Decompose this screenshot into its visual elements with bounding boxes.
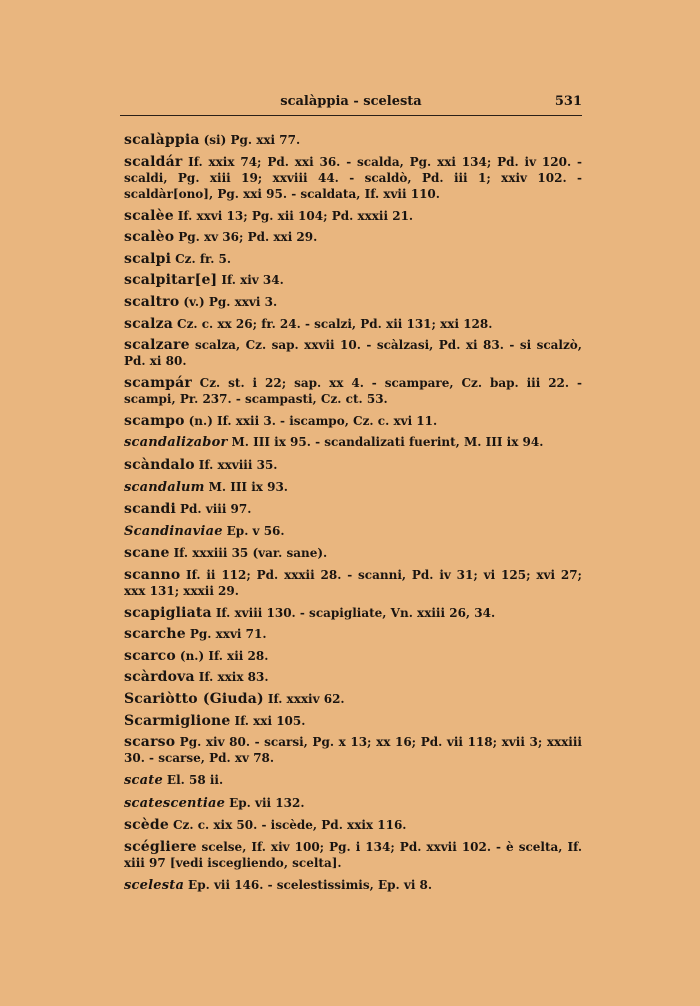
page-title: scalàppia - scelesta	[280, 94, 422, 109]
entry-headword: scalàppia	[124, 132, 200, 148]
entry	[120, 375, 582, 407]
entry	[120, 501, 582, 517]
entry-headword: scalèe	[124, 207, 174, 224]
entry-text: Pd. viii 97.	[179, 502, 252, 517]
entry-text: If. xxix 74; Pd. xxi 36. - scalda, Pg. xxi 134; Pd. iv 120. - scaldi, Pg. xiii 19; xxviii 44. - scaldò, Pd. iii 1; xxiv 102. - scaldàr[ono], Pg. xxi 95. - scaldata, If. xvii 110.	[124, 154, 582, 201]
entry	[120, 734, 582, 766]
entry	[120, 479, 582, 496]
entry-text: If. xxviii 35.	[198, 457, 278, 472]
entry-headword: scégliere	[124, 838, 197, 855]
entry-text: Pg. xiv 80. - scarsi, Pg. x 13; xx 16; Pd. vii 118; xvii 3; xxxiii 30. - scarse, Pd. xv 78.	[124, 735, 582, 766]
entry-headword: scandalum	[124, 479, 205, 495]
header-rule	[120, 115, 582, 116]
entry-headword: scarco	[124, 647, 176, 664]
entry-headword: scalza	[124, 315, 174, 332]
entry-headword: scampár	[124, 374, 192, 391]
entry-text: If. xxix 83.	[198, 670, 269, 685]
entry-headword: scalpi	[124, 250, 172, 267]
entry-headword: scalèo	[124, 229, 175, 246]
entry-headword: scaldár	[124, 153, 183, 170]
entry-text: Ep. vii 132.	[229, 795, 305, 810]
entry-headword: Scandinaviae	[124, 523, 223, 539]
entry-headword: scalpitar[e]	[124, 272, 218, 289]
entry	[120, 457, 582, 473]
entry-headword: scède	[124, 817, 170, 834]
entry	[120, 691, 582, 707]
entry	[120, 567, 582, 599]
entry-text: (n.) If. xii 28.	[179, 648, 269, 663]
entry-text: If. xxxiii 35 (var. sane).	[173, 546, 328, 561]
entry	[120, 154, 582, 203]
entry	[120, 817, 582, 833]
entry	[120, 669, 582, 685]
entry-headword: scàrdova	[124, 669, 195, 686]
entry-text: Cz. st. i 22; sap. xx 4. - scampare, Cz. bap. iii 22. - scampi, Pr. 237. - scampasti, Cz. ct. 53.	[124, 375, 582, 407]
entry-text: Ep. vii 146. - scelestissimis, Ep. vi 8.	[188, 877, 433, 892]
entry-text: M. III ix 95. - scandalizati fuerint, M. III ix 94.	[231, 435, 544, 450]
entry-headword: scandi	[124, 501, 176, 518]
entry-headword: scarche	[124, 626, 186, 643]
entry-headword: scàndalo	[124, 456, 195, 473]
entry-headword: scandalizabor	[124, 435, 228, 451]
entry	[120, 132, 582, 148]
entry-headword: Scariòtto (Giuda)	[124, 691, 264, 708]
entry-text: (si) Pg. xxi 77.	[203, 133, 301, 147]
entry-headword: scate	[124, 773, 163, 789]
entry	[120, 294, 582, 310]
entry-text: If. xxvi 13; Pg. xii 104; Pd. xxxii 21.	[177, 208, 414, 223]
entry-headword: scatescentiae	[124, 795, 226, 811]
entry-headword: scapigliata	[124, 604, 212, 621]
entry-headword: scane	[124, 545, 170, 562]
entry	[120, 877, 582, 894]
entry-text: If. xiv 34.	[221, 273, 284, 288]
entry-headword: scarso	[124, 734, 176, 751]
entry-text: El. 58 ii.	[166, 773, 224, 788]
entry-text: Cz. fr. 5.	[175, 251, 232, 266]
running-header	[120, 94, 582, 112]
entry	[120, 272, 582, 288]
entry	[120, 772, 582, 789]
entry	[120, 251, 582, 267]
entry	[120, 713, 582, 729]
entry-text: If. xxi 105.	[234, 713, 306, 728]
entry	[120, 208, 582, 224]
entry-text: (n.) If. xxii 3. - iscampo, Cz. c. xvi 11.	[188, 413, 438, 428]
entry	[120, 337, 582, 369]
entry	[120, 795, 582, 812]
entry	[120, 229, 582, 245]
entry	[120, 316, 582, 332]
entry	[120, 434, 582, 451]
entry-headword: Scarmiglione	[124, 712, 231, 729]
entry-headword: scaltro	[124, 293, 180, 310]
entry	[120, 648, 582, 664]
entry-text: If. ii 112; Pd. xxxii 28. - scanni, Pd. iv 31; vi 125; xvi 27; xxx 131; xxxii 29.	[124, 567, 582, 599]
entry	[120, 413, 582, 429]
entry-text: If. xviii 130. - scapigliate, Vn. xxiii 26, 34.	[215, 605, 496, 620]
entry-text: (v.) Pg. xxvi 3.	[183, 294, 278, 309]
entry-text: Cz. c. xx 26; fr. 24. - scalzi, Pd. xii 131; xxi 128.	[177, 316, 493, 331]
entry-text: scalza, Cz. sap. xxvii 10. - scàlzasi, Pd. xi 83. - si scalzò, Pd. xi 80.	[124, 338, 582, 369]
entry	[120, 545, 582, 561]
entry-text: Pg. xxvi 71.	[189, 627, 267, 642]
entry	[120, 523, 582, 540]
entry-text: Pg. xv 36; Pd. xxi 29.	[178, 230, 318, 245]
page-number: 531	[554, 94, 582, 109]
entry-headword: scampo	[124, 412, 185, 429]
entry	[120, 839, 582, 871]
entry-text: If. xxxiv 62.	[267, 692, 345, 707]
entry-text: scelse, If. xiv 100; Pg. i 134; Pd. xxvii 102. - è scelta, If. xiii 97 [vedi iscegliendo, scelta].	[124, 839, 582, 871]
entries-list	[120, 132, 582, 899]
entry	[120, 626, 582, 642]
entry-headword: scalzare	[124, 337, 190, 354]
entry-text: Cz. c. xix 50. - iscède, Pd. xxix 116.	[173, 818, 407, 833]
entry-headword: scanno	[124, 566, 181, 583]
entry	[120, 605, 582, 621]
entry-headword: scelesta	[124, 877, 185, 893]
entry-text: Ep. v 56.	[226, 523, 285, 538]
entry-text: M. III ix 93.	[208, 479, 288, 494]
